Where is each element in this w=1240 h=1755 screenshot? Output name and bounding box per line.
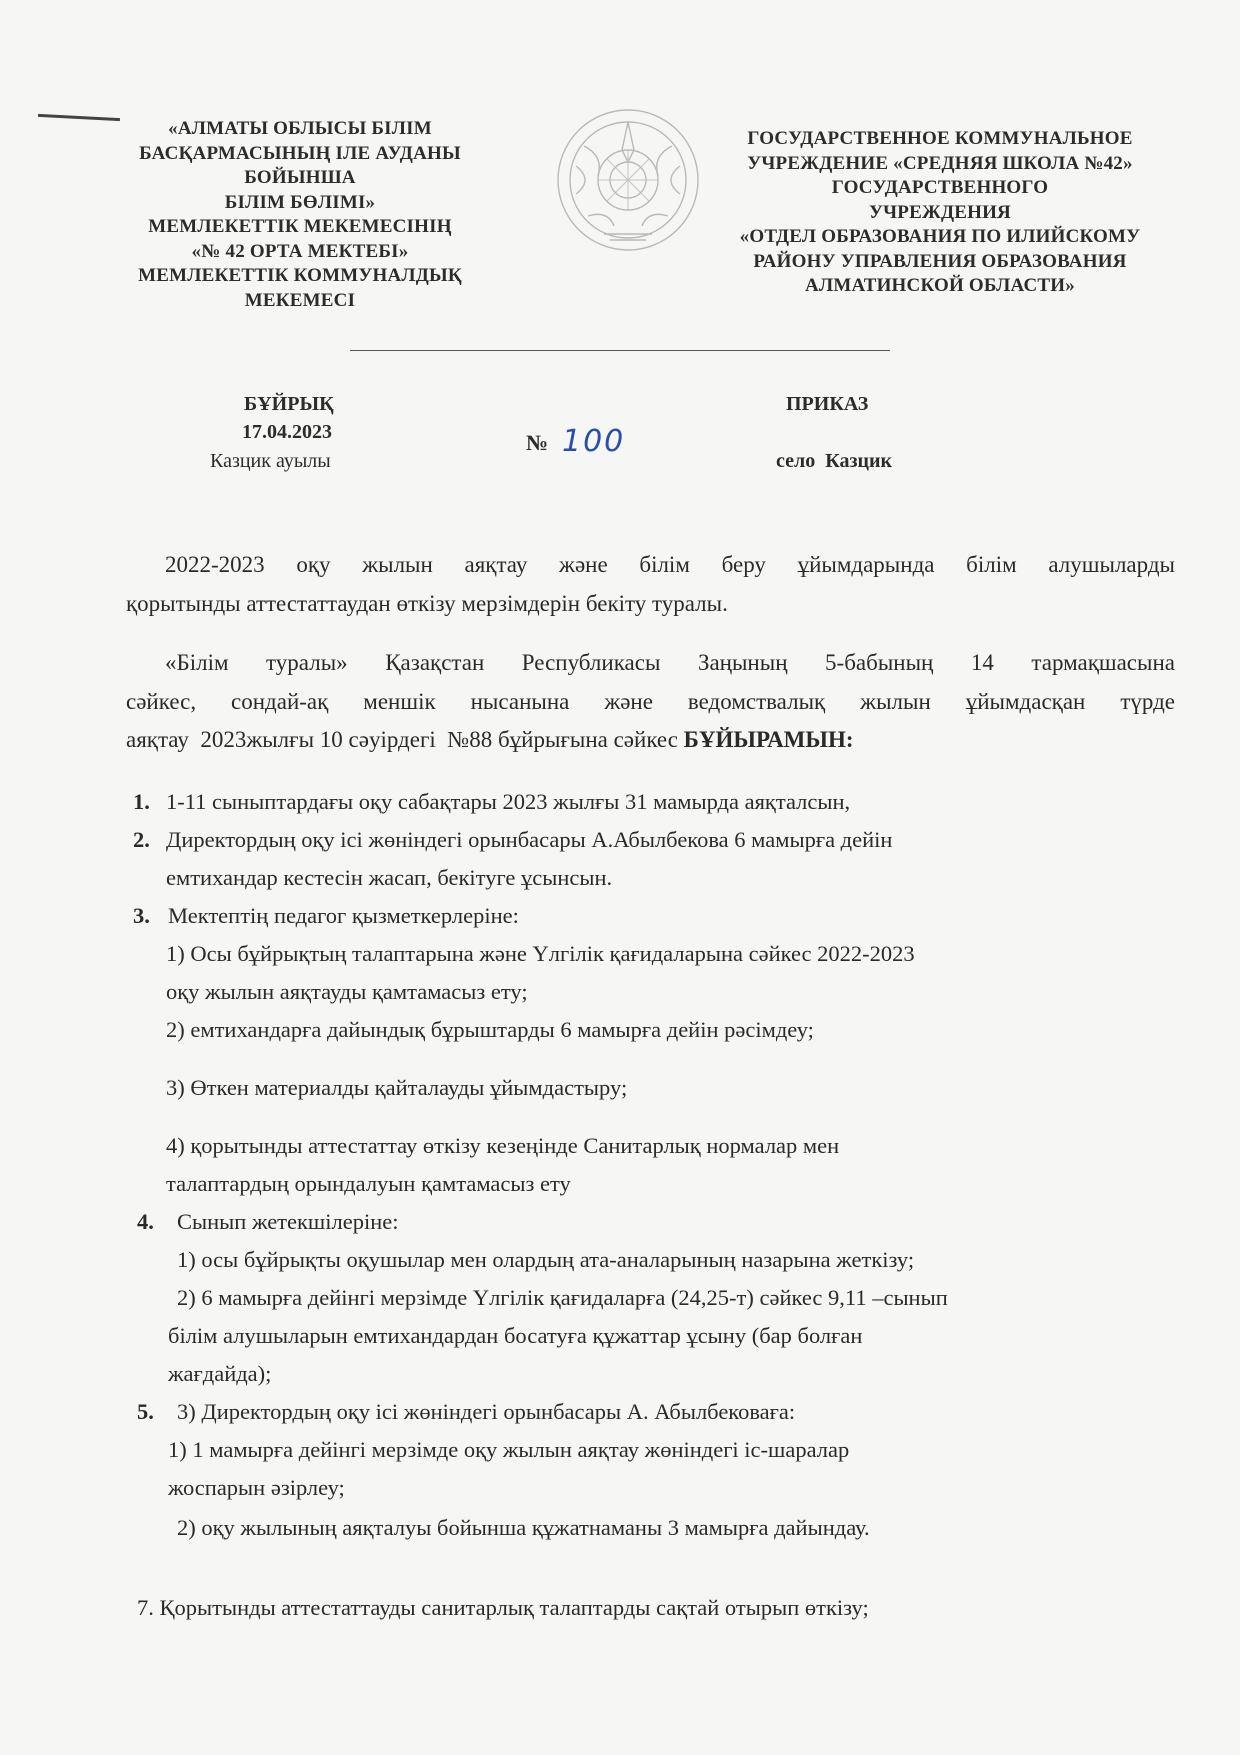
header-right-line: РАЙОНУ УПРАВЛЕНИЯ ОБРАЗОВАНИЯ xyxy=(753,250,1127,272)
order-date: 17.04.2023 xyxy=(242,421,332,443)
item-text: 1-11 сыныптардағы оқу сабақтары 2023 жылғы 31 мамырда аяқталсын, xyxy=(166,789,851,814)
subject-line: 2022-2023 оқу жылын аяқтау және білім беру ұйымдарында білім алушыларды xyxy=(165,552,1175,577)
item-text: Директордың оқу ісі жөніндегі орынбасары А.Абылбекова 6 мамырға дейін xyxy=(166,827,893,852)
item-text: 1) 1 мамырға дейінгі мерзімде оқу жылын аяқтау жөніндегі іс-шаралар xyxy=(168,1437,850,1462)
item-text: 3) Директордың оқу ісі жөніндегі орынбасары А. Абылбековаға: xyxy=(177,1399,796,1424)
item-text: Сынып жетекшілеріне: xyxy=(177,1209,399,1234)
order-number-handwritten: 100 xyxy=(562,424,626,459)
order-place-kz: Казцик ауылы xyxy=(210,450,331,472)
header-right-line: ГОСУДАРСТВЕННОЕ КОММУНАЛЬНОЕ xyxy=(747,128,1133,149)
item-text: 1) Осы бұйрықтың талаптарына және Үлгілік қағидаларына сәйкес 2022-2023 xyxy=(166,941,915,966)
order-title-kz: БҰЙРЫҚ xyxy=(244,393,334,415)
item-text: 1) осы бұйрықты оқушылар мен олардың ата-аналарының назарына жеткізу; xyxy=(177,1247,915,1272)
preamble-text: аяқтау 2023жылғы 10 сәуірдегі №88 бұйрығына сәйкес xyxy=(126,727,684,752)
header-right-line: «ОТДЕЛ ОБРАЗОВАНИЯ ПО ИЛИЙСКОМУ xyxy=(739,226,1141,247)
order-title-ru: ПРИКАЗ xyxy=(786,393,869,415)
preamble-line: «Білім туралы» Қазақстан Республикасы Заңының 5-бабының 14 тармақшасына xyxy=(165,650,1175,675)
item-text: 3) Өткен материалды қайталауды ұйымдастыру; xyxy=(166,1075,628,1100)
item-number: 2. xyxy=(133,827,150,852)
order-place-ru: село Казцик xyxy=(776,450,893,472)
item-number: 5. xyxy=(137,1399,154,1424)
header-right-line: УЧРЕЖДЕНИЯ xyxy=(869,201,1011,223)
item-number: 1. xyxy=(133,789,150,814)
subject-line: қорытынды аттестаттаудан өткізу мерзімдерін бекіту туралы. xyxy=(126,591,728,616)
item-number: 3. xyxy=(133,903,150,928)
header-left-line: МЕМЛЕКЕТТІК МЕКЕМЕСІНІҢ xyxy=(148,216,452,237)
item-text: оқу жылын аяқтауды қамтамасыз ету; xyxy=(166,979,528,1004)
item-number: 4. xyxy=(137,1209,154,1234)
header-left-line: МЕКЕМЕСІ xyxy=(244,289,356,311)
item-text: 4) қорытынды аттестаттау өткізу кезеңінде Санитарлық нормалар мен xyxy=(166,1133,840,1158)
header-left-line: БАСҚАРМАСЫНЫҢ ІЛЕ АУДАНЫ xyxy=(139,142,461,164)
item-text: жоспарын әзірлеу; xyxy=(168,1475,345,1500)
item-text: білім алушыларын емтихандардан босатуға құжаттар ұсыну (бар болған xyxy=(168,1323,863,1348)
order-word: БҰЙЫРАМЫН: xyxy=(683,727,854,752)
header-left-line: БОЙЫНША xyxy=(244,167,356,188)
item-text: жағдайда); xyxy=(168,1361,272,1386)
header-left-line: «№ 42 ОРТА МЕКТЕБІ» xyxy=(191,240,409,262)
header-right-line: УЧРЕЖДЕНИЕ «СРЕДНЯЯ ШКОЛА №42» xyxy=(747,152,1133,174)
header-right-line: АЛМАТИНСКОЙ ОБЛАСТИ» xyxy=(805,275,1075,296)
header-left-line: «АЛМАТЫ ОБЛЫСЫ БІЛІМ xyxy=(168,118,432,139)
item-text: емтихандар кестесін жасап, бекітуге ұсынсын. xyxy=(166,865,613,890)
item-text: 2) емтихандарға дайындық бұрыштарды 6 мамырға дейін рәсімдеу; xyxy=(166,1017,814,1042)
item-text: 2) оқу жылының аяқталуы бойынша құжатнаманы 3 мамырға дайындау. xyxy=(177,1515,870,1540)
header-left-line: БІЛІМ БӨЛІМІ» xyxy=(224,191,376,213)
preamble-line: сәйкес, сондай-ақ меншік нысанына және ведомствалық жылын ұйымдасқан түрде xyxy=(126,689,1175,714)
item-text: талаптардың орындалуын қамтамасыз ету xyxy=(166,1171,571,1196)
item-text: 2) 6 мамырға дейінгі мерзімде Үлгілік қағидаларға (24,25-т) сәйкес 9,11 –сынып xyxy=(177,1285,948,1310)
order-number-sign: № xyxy=(526,430,549,455)
header-right-line: ГОСУДАРСТВЕННОГО xyxy=(831,177,1049,198)
header-left-line: МЕМЛЕКЕТТІК КОММУНАЛДЫҚ xyxy=(138,265,462,286)
item-text: 7. Қорытынды аттестаттауды санитарлық талаптарды сақтай отырып өткізу; xyxy=(137,1595,869,1620)
item-text: Мектептің педагог қызметкерлеріне: xyxy=(168,903,519,928)
